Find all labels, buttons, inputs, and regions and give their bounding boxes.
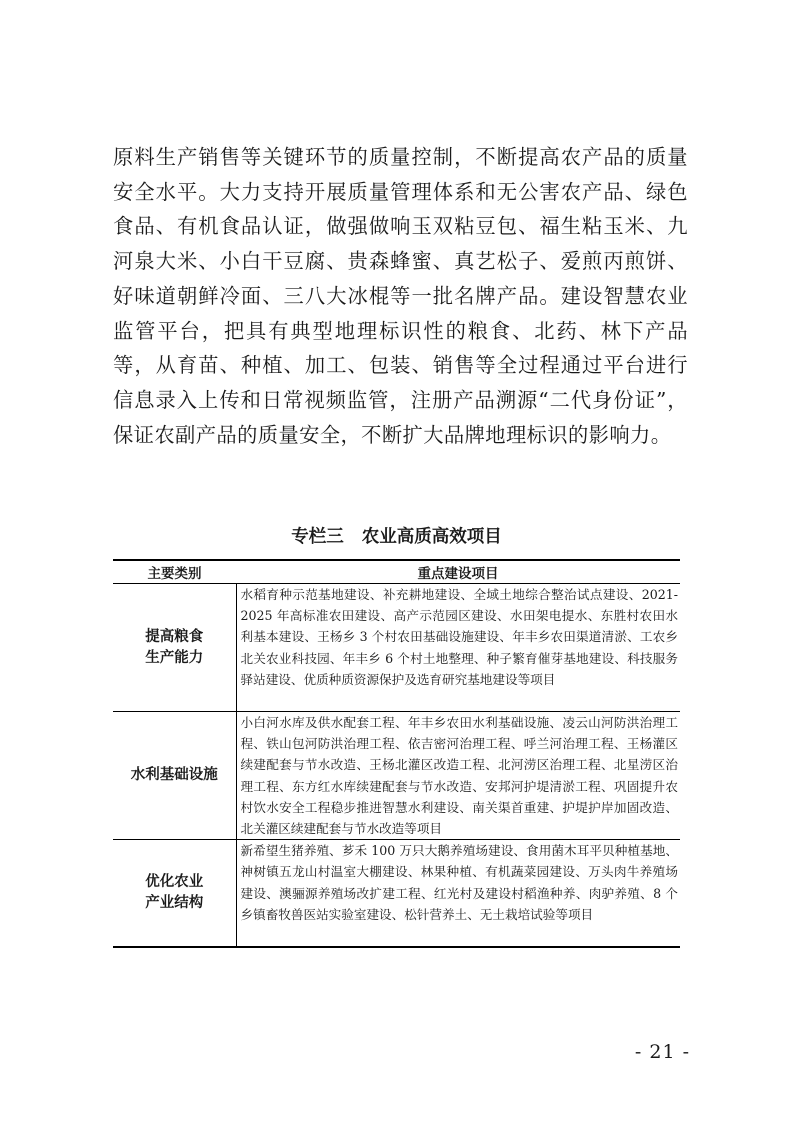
projects-cell: 新希望生猪养殖、芗禾 100 万只大鹅养殖场建设、食用菌木耳平贝种植基地、神树镇五龙山村温室大棚建设、林果种植、有机蔬菜园建设、万头肉牛养殖场建设、澳骊源养殖场改扩建工程、红光村及建设村稻渔种养、肉驴养殖、8 个乡镇畜牧兽医站实验室建设、松针营养土、无土栽培试验等项目 xyxy=(240,843,678,922)
category-label-line: 提高粮食 xyxy=(145,628,204,645)
projects-table xyxy=(113,559,680,948)
box-title-main: 农业高质高效项目 xyxy=(361,527,502,547)
category-label-line: 生产能力 xyxy=(145,649,204,666)
table-row xyxy=(113,584,680,712)
category-cell xyxy=(113,840,236,948)
projects-cell: 小白河水库及供水配套工程、年丰乡农田水利基础设施、凌云山河防洪治理工程、铁山包河防洪治理工程、依吉密河治理工程、呼兰河治理工程、王杨灌区续建配套与节水改造、王杨北灌区改造工程、北河涝区治理工程、北星涝区治理工程、东方红水库续建配套与节水改造、安邦河护堤清淤工程、巩固提升农村饮水安全工程稳步推进智慧水利建设、南关渠首重建、护堤护岸加固改造、北关灌区续建配套与节水改造等项目 xyxy=(236,712,680,840)
category-cell xyxy=(113,584,236,712)
table-row xyxy=(113,712,680,840)
page-number: - 21 - xyxy=(634,1041,690,1063)
category-label-line: 优化农业 xyxy=(145,874,204,891)
category-cell xyxy=(113,712,236,840)
table-row xyxy=(113,840,680,948)
box-title-prefix: 专栏三 xyxy=(291,527,344,547)
projects-cell: 水稻育种示范基地建设、补充耕地建设、全域土地综合整治试点建设、2021-2025 年高标准农田建设、高产示范园区建设、水田架电提水、东胜村农田水利基本建设、王杨乡 3 个村农田基础设施建设、年丰乡农田渠道清淤、工农乡北关农业科技园、年丰乡 6 个村土地整理、种子繁育催芽基地建设、科技服务驿站建设、优质种质资源保护及选育研究基地建设等项目 xyxy=(236,584,680,712)
box-title xyxy=(113,525,680,549)
category-label-line: 产业结构 xyxy=(145,895,204,912)
header-projects: 重点建设项目 xyxy=(236,560,680,584)
body-paragraph: 原料生产销售等关键环节的质量控制，不断提高农产品的质量安全水平。大力支持开展质量管理体系和无公害农产品、绿色食品、有机食品认证，做强做响玉双粘豆包、福生粘玉米、九河泉大米、小白干豆腐、贵森蜂蜜、真艺松子、爱煎丙煎饼、好味道朝鲜冷面、三八大冰棍等一批名牌产品。建设智慧农业监管平台，把具有典型地理标识性的粮食、北药、林下产品等，从育苗、种植、加工、包装、销售等全过程通过平台进行信息录入上传和日常视频监管，注册产品溯源“二代身份证”，保证农副产品的质量安全，不断扩大品牌地理标识的影响力。 xyxy=(113,145,688,447)
table-header-row xyxy=(113,560,680,584)
header-category: 主要类别 xyxy=(113,560,236,584)
category-label-line: 水利基础设施 xyxy=(130,767,218,784)
